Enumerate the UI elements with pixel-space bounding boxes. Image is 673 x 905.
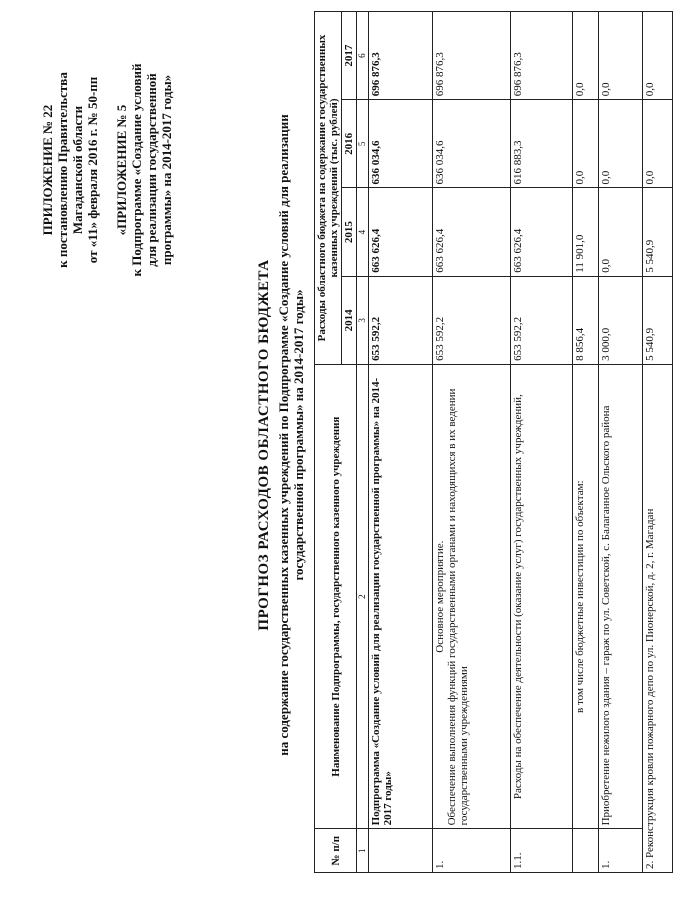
budget-table — [314, 11, 673, 873]
row-value: 696 876,3 — [511, 12, 573, 100]
appendix-number: ПРИЛОЖЕНИЕ № 22 — [40, 104, 55, 236]
column-index: 3 — [357, 276, 369, 364]
header-year: 2015 — [342, 188, 357, 276]
appendix-sub-line: для реализации государственной — [144, 73, 159, 267]
row-value: 616 883,3 — [511, 100, 573, 188]
row-value: 0,0 — [643, 12, 673, 100]
header-year: 2017 — [342, 12, 357, 100]
appendix-ref-line: Магаданской области — [70, 105, 85, 235]
row-value: 653 592,2 — [369, 276, 433, 364]
header-year: 2016 — [342, 100, 357, 188]
row-name-text: Обеспечение выполнения функций государственными органами и находящихся в их ведении государственными учреждениями — [446, 388, 470, 826]
row-name: 2. Реконструкция кровли пожарного депо по ул. Пионерской, д. 2, г. Магадан — [643, 364, 673, 872]
row-num: 1. — [599, 829, 643, 873]
column-index: 4 — [357, 188, 369, 276]
appendix-ref-line: к постановлению Правительства — [55, 72, 70, 268]
row-value: 663 626,4 — [369, 188, 433, 276]
row-value: 3 000,0 — [599, 276, 643, 364]
row-name: Приобретение нежилого здания – гараж по ул. Советской, с. Балаганное Ольского района — [599, 364, 643, 829]
row-value: 0,0 — [573, 12, 599, 100]
appendix-date: от «11» февраля 2016 г. № 50-пп — [85, 76, 100, 264]
table-row — [643, 12, 673, 873]
appendix-sub-line: к Подпрограмме «Создание условий — [129, 63, 144, 277]
appendix-header — [40, 25, 174, 315]
row-value: 663 626,4 — [433, 188, 511, 276]
table-row — [511, 12, 573, 873]
row-name: в том числе бюджетные инвестиции по объектам: — [573, 364, 599, 829]
header-row — [315, 12, 342, 873]
header-name: Наименование Подпрограммы, государственного казенного учреждения — [315, 364, 357, 829]
row-value: 636 034,6 — [433, 100, 511, 188]
row-num: 1.1. — [511, 829, 573, 873]
row-value: 0,0 — [573, 100, 599, 188]
row-value: 11 901,0 — [573, 188, 599, 276]
column-index-row — [357, 12, 369, 873]
table-row — [433, 12, 511, 873]
row-value: 653 592,2 — [511, 276, 573, 364]
row-value: 5 540,9 — [643, 188, 673, 276]
row-num — [369, 829, 433, 873]
column-index: 5 — [357, 100, 369, 188]
column-index: 2 — [357, 364, 369, 829]
subtitle-line: государственной программы» на 2014-2017 годы» — [291, 289, 306, 581]
row-value: 8 856,4 — [573, 276, 599, 364]
header-expenses: Расходы областного бюджета на содержание государственных казенных учреждений (тыс. рублей) — [315, 12, 342, 365]
subtitle-line: на содержание государственных казенных учреждений по Подпрограмме «Создание условий для реализации — [276, 114, 291, 756]
table-row — [599, 12, 643, 873]
row-value: 0,0 — [643, 100, 673, 188]
header-num: № п/п — [315, 829, 357, 873]
column-index: 6 — [357, 12, 369, 100]
column-index: 1 — [357, 829, 369, 873]
row-name: Расходы на обеспечение деятельности (оказание услуг) государственных учреждений, — [511, 364, 573, 829]
row-name — [433, 364, 511, 829]
row-value: 663 626,4 — [511, 188, 573, 276]
row-num: 1. — [433, 829, 511, 873]
row-num — [573, 829, 599, 873]
row-value: 696 876,3 — [433, 12, 511, 100]
row-value: 653 592,2 — [433, 276, 511, 364]
table-row — [369, 12, 433, 873]
row-value: 696 876,3 — [369, 12, 433, 100]
appendix-sub-line: программы» на 2014-2017 годы» — [159, 74, 174, 266]
row-value: 0,0 — [599, 100, 643, 188]
document-subtitle — [276, 55, 306, 815]
row-value: 0,0 — [599, 188, 643, 276]
row-value: 0,0 — [599, 12, 643, 100]
row-name: Подпрограмма «Создание условий для реализации государственной программы» на 2014-2017 годы» — [369, 364, 433, 829]
header-year: 2014 — [342, 276, 357, 364]
row-name-heading: Основное мероприятие. — [434, 540, 446, 653]
appendix-sub-number: «ПРИЛОЖЕНИЕ № 5 — [114, 104, 129, 236]
document-title: ПРОГНОЗ РАСХОДОВ ОБЛАСТНОГО БЮДЖЕТА — [256, 259, 272, 631]
row-value: 5 540,9 — [643, 276, 673, 364]
row-value: 636 034,6 — [369, 100, 433, 188]
table-row — [573, 12, 599, 873]
